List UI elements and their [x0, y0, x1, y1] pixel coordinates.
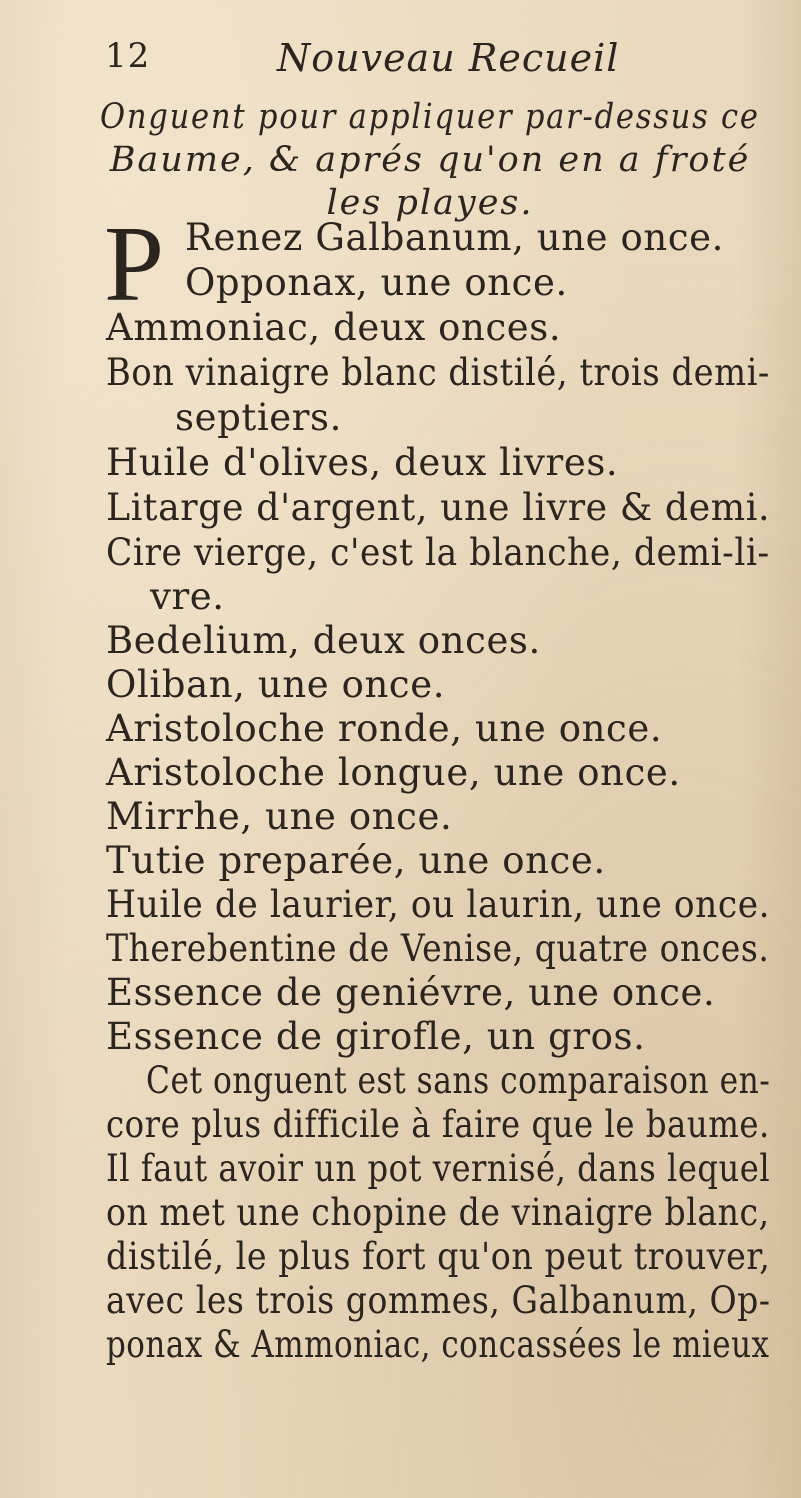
text-line: Litarge d'argent, une livre & demi. [106, 486, 771, 529]
text-line: avec les trois gommes, Galbanum, Op- [106, 1279, 771, 1322]
section-title-line: Onguent pour appliquer par-dessus ce [100, 97, 760, 137]
text-line: Ammoniac, deux onces. [106, 306, 562, 349]
text-line: distilé, le plus fort qu'on peut trouver, [106, 1235, 771, 1278]
text-line: Cet onguent est sans comparaison en- [146, 1059, 771, 1102]
page-number: 12 [105, 36, 151, 76]
drop-cap: P [104, 205, 165, 324]
text-line: Tutie preparée, une once. [106, 839, 606, 882]
text-line: Huile d'olives, deux livres. [106, 441, 619, 484]
text-line: Aristoloche ronde, une once. [106, 707, 663, 750]
text-line: Essence de geniévre, une once. [106, 971, 716, 1014]
text-line: Opponax, une once. [185, 261, 568, 304]
text-line: Bedelium, deux onces. [106, 619, 541, 662]
running-head [105, 36, 705, 86]
text-line: septiers. [175, 396, 343, 439]
section-title [100, 96, 760, 225]
text-line: Mirrhe, une once. [106, 795, 453, 838]
text-line: Essence de girofle, un gros. [106, 1015, 646, 1058]
section-title-line: Baume, & aprés qu'on en a froté [109, 140, 751, 180]
text-line: Il faut avoir un pot vernisé, dans lequel [106, 1147, 771, 1190]
text-line: Renez Galbanum, une once. [185, 216, 724, 259]
section-title-line: les playes. [326, 183, 534, 223]
text-line: vre. [150, 575, 225, 618]
text-line: Bon vinaigre blanc distilé, trois demi- [106, 351, 770, 394]
text-line: Therebentine de Venise, quatre onces. [106, 927, 770, 970]
text-line: ponax & Ammoniac, concassées le mieux [106, 1323, 770, 1366]
text-line: on met une chopine de vinaigre blanc, [106, 1191, 770, 1234]
text-line: Aristoloche longue, une once. [106, 751, 681, 794]
text-line: core plus difficile à faire que le baume. [106, 1103, 770, 1146]
text-line: Cire vierge, c'est la blanche, demi-li- [106, 531, 770, 574]
text-line: Huile de laurier, ou laurin, une once. [106, 883, 771, 926]
text-line: Oliban, une once. [106, 663, 446, 706]
running-title: Nouveau Recueil [277, 36, 620, 80]
